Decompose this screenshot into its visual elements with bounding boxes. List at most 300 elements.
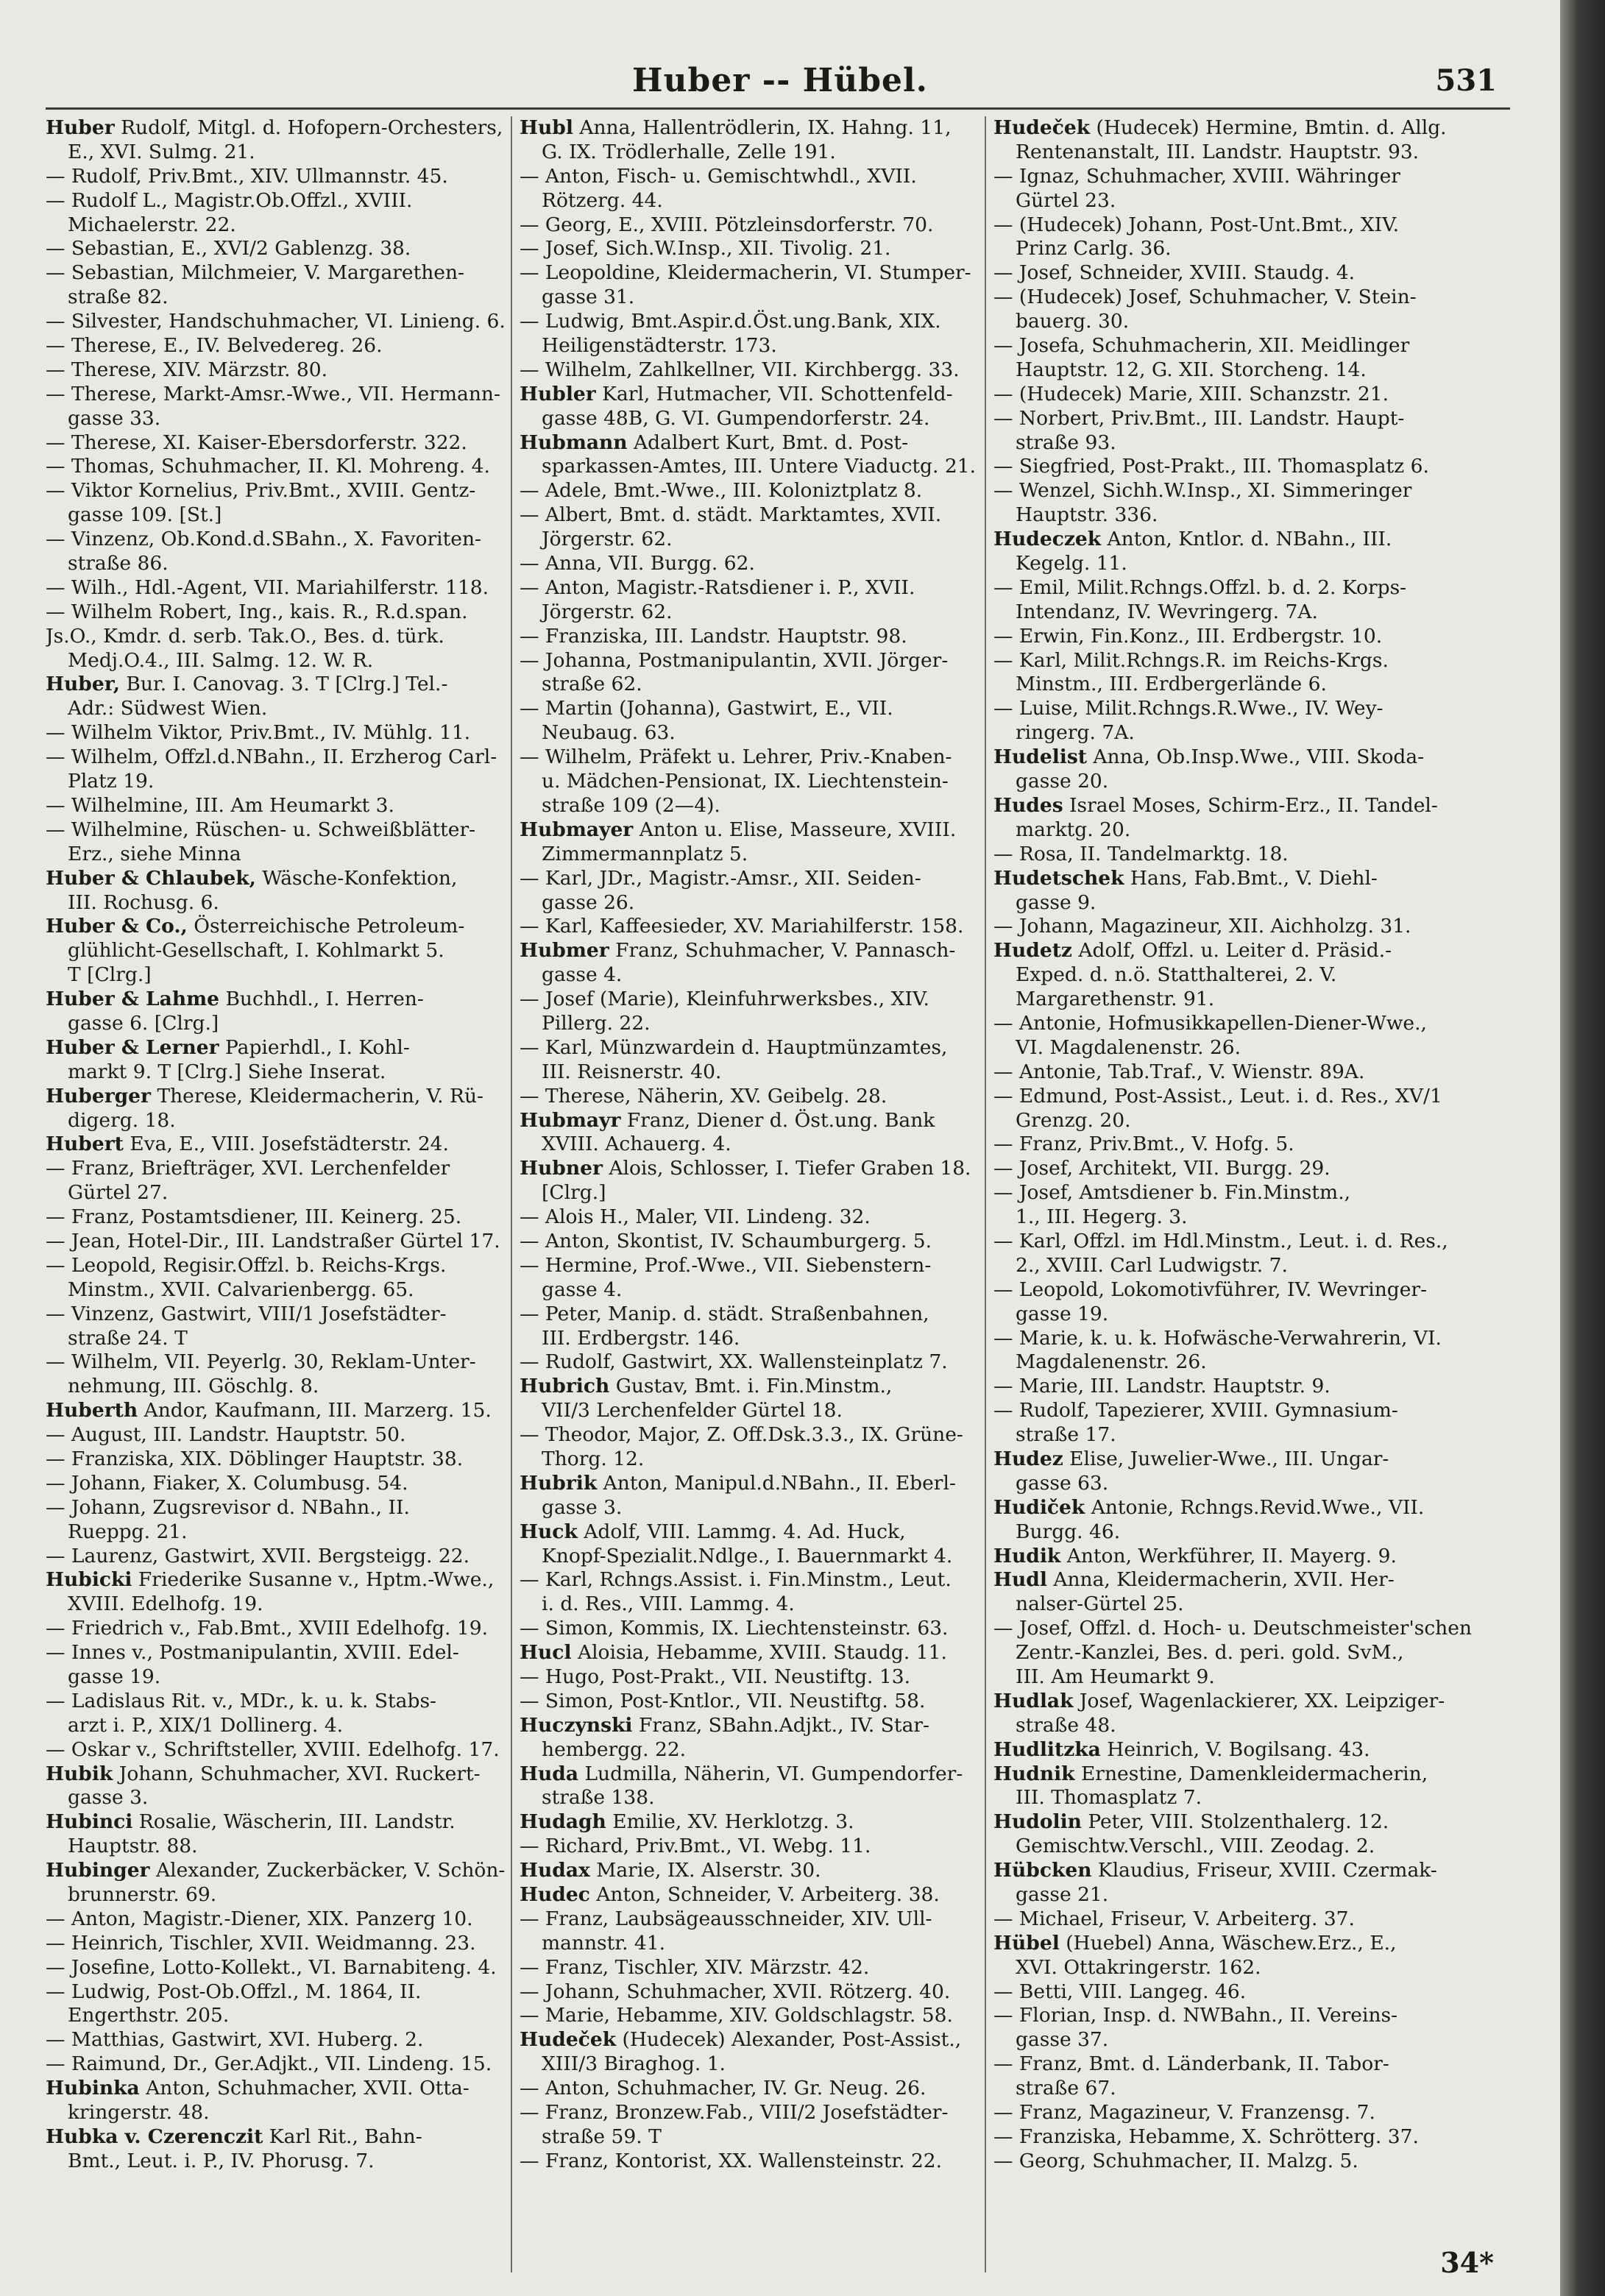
- entry-text: — Hugo, Post-Prakt., VII. Neustiftg. 13.: [520, 1665, 911, 1688]
- entry-line: [993, 843, 1475, 867]
- entry-text: III. Erdbergstr. 146.: [542, 1326, 740, 1350]
- entry-text: (Hudecek) Hermine, Bmtin. d. Allg.: [1090, 116, 1447, 139]
- entry-line: [520, 963, 1002, 988]
- entry-line: [46, 383, 528, 407]
- entry-text: Antonie, Rchngs.Revid.Wwe., VII.: [1085, 1495, 1425, 1519]
- entry-text: mannstr. 41.: [542, 1931, 666, 1955]
- entry-surname: Hudagh: [520, 1810, 606, 1834]
- entry-text: Israel Moses, Schirm-Erz., II. Tandel-: [1063, 793, 1438, 817]
- entry-line: [993, 2052, 1475, 2077]
- entry-text: — Franziska, III. Landstr. Hauptstr. 98.: [520, 624, 907, 648]
- entry-text: — Georg, Schuhmacher, II. Malzg. 5.: [993, 2149, 1358, 2172]
- entry-line: [46, 2052, 528, 2077]
- entry-text: Hauptstr. 336.: [1016, 503, 1158, 527]
- entry-column-1: [46, 116, 528, 2174]
- entry-text: Platz 19.: [68, 770, 155, 793]
- entry-line: [46, 673, 528, 697]
- entry-text: — Marie, k. u. k. Hofwäsche-Verwahrerin, VI.: [993, 1326, 1442, 1350]
- entry-line: [46, 1012, 528, 1036]
- entry-line: [46, 1060, 528, 1085]
- entry-line: [993, 1592, 1475, 1617]
- entry-line: [46, 1907, 528, 1932]
- entry-text: marktg. 20.: [1016, 818, 1131, 841]
- entry-line: [46, 1592, 528, 1617]
- entry-text: Alexander, Zuckerbäcker, V. Schön-: [149, 1859, 506, 1882]
- entry-text: gasse 20.: [1016, 770, 1109, 793]
- entry-line: [520, 1448, 1002, 1472]
- entry-surname: Hudeček: [993, 116, 1091, 139]
- entry-line: [520, 2101, 1002, 2125]
- entry-text: — Rudolf, Priv.Bmt., XIV. Ullmannstr. 45.: [46, 164, 448, 188]
- entry-text: — Josef, Sich.W.Insp., XII. Tivolig. 21.: [520, 237, 891, 261]
- entry-text: XVIII. Edelhofg. 19.: [68, 1592, 263, 1616]
- entry-line: [46, 1181, 528, 1205]
- entry-line: [993, 528, 1475, 552]
- entry-text: — Karl, Rchngs.Assist. i. Fin.Minstm., Leut.: [520, 1568, 952, 1592]
- entry-text: Neubaug. 63.: [542, 721, 676, 745]
- entry-line: [993, 1350, 1475, 1375]
- entry-text: Js.O., Kmdr. d. serb. Tak.O., Bes. d. türk.: [46, 624, 444, 648]
- entry-text: Adolf, Offzl. u. Leiter d. Präsid.-: [1071, 939, 1392, 963]
- entry-text: Hans, Fab.Bmt., V. Diehl-: [1124, 866, 1378, 890]
- entry-text: — Anton, Magistr.-Ratsdiener i. P., XVII.: [520, 575, 915, 599]
- entry-line: [520, 165, 1002, 189]
- entry-text: VII/3 Lerchenfelder Gürtel 18.: [542, 1399, 843, 1422]
- entry-line: [46, 141, 528, 165]
- entry-line: [46, 1230, 528, 1254]
- entry-text: — Raimund, Dr., Ger.Adjkt., VII. Lindeng. 15.: [46, 2052, 492, 2076]
- entry-line: [46, 1423, 528, 1448]
- entry-text: Kegelg. 11.: [1016, 552, 1127, 575]
- entry-line: [520, 2028, 1002, 2052]
- entry-line: [520, 1109, 1002, 1133]
- entry-surname: Huber,: [46, 673, 120, 696]
- entry-text: — Franz, Briefträger, XVI. Lerchenfelder: [46, 1157, 450, 1180]
- entry-line: [993, 939, 1475, 963]
- entry-line: [520, 2052, 1002, 2077]
- entry-line: [520, 1012, 1002, 1036]
- column-divider: [511, 116, 512, 2272]
- entry-line: [993, 310, 1475, 334]
- entry-line: [46, 310, 528, 334]
- entry-line: [993, 963, 1475, 988]
- entry-surname: Hudolin: [993, 1810, 1082, 1834]
- entry-line: [520, 1278, 1002, 1303]
- entry-text: Andor, Kaufmann, III. Marzerg. 15.: [138, 1399, 492, 1422]
- entry-line: [993, 165, 1475, 189]
- entry-surname: Hubler: [520, 382, 596, 405]
- entry-text: Aloisia, Hebamme, XVIII. Staudg. 11.: [571, 1641, 947, 1665]
- entry-line: [520, 1085, 1002, 1109]
- entry-text: Medj.O.4., III. Salmg. 12. W. R.: [68, 648, 374, 672]
- entry-surname: Hübel: [993, 1931, 1060, 1955]
- entry-line: [520, 1181, 1002, 1205]
- entry-text: — Innes v., Postmanipulantin, XVIII. Edel-: [46, 1641, 459, 1665]
- entry-line: [46, 1859, 528, 1883]
- entry-line: [520, 1980, 1002, 2005]
- entry-line: [520, 576, 1002, 600]
- entry-surname: Hubik: [46, 1762, 113, 1785]
- entry-line: [993, 576, 1475, 600]
- entry-line: [520, 310, 1002, 334]
- entry-text: gasse 31.: [542, 286, 635, 309]
- entry-text: — Michael, Friseur, V. Arbeiterg. 37.: [993, 1907, 1355, 1930]
- entry-text: T [Clrg.]: [68, 963, 152, 987]
- entry-text: E., XVI. Sulmg. 21.: [68, 140, 255, 163]
- entry-line: [993, 431, 1475, 456]
- page-edge-shadow: [1560, 0, 1605, 2296]
- entry-text: — Franz, Tischler, XIV. Märzstr. 42.: [520, 1955, 870, 1979]
- entry-line: [46, 1714, 528, 1738]
- entry-line: [993, 2101, 1475, 2125]
- entry-line: [993, 1230, 1475, 1254]
- entry-text: — Wilhelmine, Rüschen- u. Schweißblätter-: [46, 818, 476, 841]
- entry-text: straße 62.: [542, 673, 642, 696]
- entry-text: Franz, Diener d. Öst.ung. Bank: [620, 1108, 935, 1132]
- entry-text: Engerthstr. 205.: [68, 2004, 230, 2027]
- entry-surname: Hudax: [520, 1859, 590, 1882]
- entry-line: [993, 2028, 1475, 2052]
- entry-text: Rudolf, Mitgl. d. Hofopern-Orchesters,: [114, 116, 503, 139]
- entry-text: — Karl, JDr., Magistr.-Amsr., XII. Seiden-: [520, 866, 921, 890]
- entry-line: [520, 1786, 1002, 1810]
- entry-text: — Ludwig, Bmt.Aspir.d.Öst.ung.Bank, XIX.: [520, 310, 941, 333]
- entry-line: [520, 745, 1002, 770]
- entry-line: [46, 625, 528, 649]
- entry-text: Gürtel 23.: [1016, 188, 1116, 212]
- entry-line: [520, 867, 1002, 891]
- entry-text: — (Hudecek) Josef, Schuhmacher, V. Stein-: [993, 286, 1417, 309]
- entry-text: — Johanna, Postmanipulantin, XVII. Jörger-: [520, 648, 949, 672]
- entry-text: — Leopold, Regisir.Offzl. b. Reichs-Krgs.: [46, 1253, 447, 1277]
- entry-line: [46, 915, 528, 939]
- entry-line: [993, 915, 1475, 939]
- entry-text: Anton, Manipul.d.NBahn., II. Eberl-: [597, 1471, 956, 1495]
- entry-text: — Anton, Schuhmacher, IV. Gr. Neug. 26.: [520, 2077, 926, 2100]
- entry-text: — Franz, Priv.Bmt., V. Hofg. 5.: [993, 1133, 1294, 1156]
- entry-line: [520, 1932, 1002, 1956]
- entry-text: Heiligenstädterstr. 173.: [542, 334, 777, 358]
- entry-line: [46, 165, 528, 189]
- entry-line: [520, 1835, 1002, 1859]
- entry-line: [993, 213, 1475, 238]
- entry-text: kringerstr. 48.: [68, 2101, 210, 2125]
- entry-text: — Jean, Hotel-Dir., III. Landstraßer Gürtel 17.: [46, 1229, 500, 1252]
- entry-text: markt 9. T [Clrg.] Siehe Inserat.: [68, 1060, 386, 1083]
- entry-text: nalser-Gürtel 25.: [1016, 1592, 1184, 1616]
- entry-line: [993, 1060, 1475, 1085]
- entry-text: — Wilhelm, Präfekt u. Lehrer, Priv.-Knaben-: [520, 745, 952, 769]
- entry-text: hembergg. 22.: [542, 1737, 687, 1761]
- entry-line: [520, 455, 1002, 479]
- entry-text: Wäsche-Konfektion,: [255, 866, 458, 890]
- entry-text: nehmung, III. Göschlg. 8.: [68, 1375, 319, 1398]
- entry-line: [993, 1133, 1475, 1157]
- entry-line: [520, 1956, 1002, 1980]
- entry-text: Erz., siehe Minna: [68, 842, 241, 865]
- entry-text: arzt i. P., XIX/1 Dollinerg. 4.: [68, 1713, 344, 1737]
- entry-text: Eva, E., VIII. Josefstädterstr. 24.: [123, 1133, 449, 1156]
- entry-text: Jörgerstr. 62.: [542, 600, 673, 623]
- entry-text: — Ignaz, Schuhmacher, XVIII. Währinger: [993, 164, 1400, 188]
- entry-text: straße 82.: [68, 286, 169, 309]
- entry-text: — Silvester, Handschuhmacher, VI. Linieng. 6.: [46, 310, 506, 333]
- entry-surname: Hucl: [520, 1641, 572, 1665]
- entry-text: — Leopold, Lokomotivführer, IV. Wevringer-: [993, 1278, 1428, 1301]
- entry-line: [993, 1980, 1475, 2005]
- entry-line: [520, 1592, 1002, 1617]
- entry-line: [520, 600, 1002, 625]
- entry-line: [46, 503, 528, 528]
- entry-line: [993, 625, 1475, 649]
- entry-line: [993, 721, 1475, 745]
- entry-text: — Karl, Milit.Rchngs.R. im Reichs-Krgs.: [993, 648, 1389, 672]
- entry-line: [520, 1036, 1002, 1060]
- entry-text: Magdalenenstr. 26.: [1016, 1350, 1207, 1374]
- entry-surname: Huberth: [46, 1399, 138, 1422]
- page-header: [0, 62, 1560, 113]
- entry-text: — Franz, Laubsägeausschneider, XIV. Ull-: [520, 1907, 932, 1930]
- entry-line: [993, 1254, 1475, 1278]
- page-number: 531: [1435, 63, 1497, 98]
- entry-line: [520, 383, 1002, 407]
- entry-surname: Huczynski: [520, 1713, 633, 1737]
- entry-line: [520, 1665, 1002, 1690]
- entry-text: Prinz Carlg. 36.: [1016, 237, 1172, 261]
- entry-line: [46, 1036, 528, 1060]
- entry-line: [993, 1932, 1475, 1956]
- entry-line: [993, 286, 1475, 310]
- entry-text: — Wilhelm, VII. Peyerlg. 30, Reklam-Unter-: [46, 1350, 476, 1374]
- entry-line: [993, 1835, 1475, 1859]
- entry-text: Papierhdl., I. Kohl-: [219, 1035, 410, 1059]
- entry-text: gasse 3.: [542, 1495, 623, 1519]
- entry-surname: Hubmayer: [520, 818, 634, 841]
- entry-text: — Betti, VIII. Langeg. 46.: [993, 1980, 1247, 2003]
- entry-line: [993, 1303, 1475, 1327]
- entry-surname: Hubinger: [46, 1859, 150, 1882]
- entry-text: gasse 4.: [542, 963, 623, 987]
- entry-line: [520, 625, 1002, 649]
- entry-text: Rötzerg. 44.: [542, 188, 663, 212]
- entry-line: [46, 431, 528, 456]
- entry-text: — Franz, Magazineur, V. Franzensg. 7.: [993, 2101, 1375, 2125]
- entry-line: [520, 1205, 1002, 1230]
- entry-line: [46, 1545, 528, 1569]
- entry-text: — Peter, Manip. d. städt. Straßenbahnen,: [520, 1302, 929, 1325]
- entry-text: straße 59. T: [542, 2125, 662, 2148]
- entry-text: — Albert, Bmt. d. städt. Marktamtes, XVII.: [520, 503, 942, 527]
- entry-text: (Hudecek) Alexander, Post-Assist.,: [616, 2028, 962, 2052]
- entry-text: Buchhdl., I. Herren-: [219, 988, 424, 1011]
- entry-line: [520, 1157, 1002, 1181]
- entry-column-3: [993, 116, 1475, 2174]
- entry-line: [520, 1133, 1002, 1157]
- entry-text: — Matthias, Gastwirt, XVI. Huberg. 2.: [46, 2028, 424, 2052]
- entry-line: [993, 455, 1475, 479]
- entry-text: — Josef, Amtsdiener b. Fin.Minstm.,: [993, 1181, 1351, 1205]
- entry-surname: Hudlak: [993, 1689, 1074, 1712]
- entry-text: — Anton, Skontist, IV. Schaumburgerg. 5.: [520, 1229, 932, 1252]
- entry-text: Gustav, Bmt. i. Fin.Minstm.,: [609, 1375, 893, 1398]
- entry-text: — Josefa, Schuhmacherin, XII. Meidlinger: [993, 334, 1410, 358]
- entry-surname: Hudl: [993, 1568, 1047, 1592]
- entry-line: [993, 1423, 1475, 1448]
- entry-line: [993, 1956, 1475, 1980]
- entry-line: [993, 1327, 1475, 1351]
- entry-line: [993, 745, 1475, 770]
- entry-line: [46, 2125, 528, 2150]
- entry-line: [520, 1738, 1002, 1762]
- entry-line: [46, 1617, 528, 1641]
- entry-text: Klaudius, Friseur, XVIII. Czermak-: [1091, 1859, 1437, 1882]
- entry-line: [520, 261, 1002, 286]
- entry-text: — Johann, Zugsrevisor d. NBahn., II.: [46, 1495, 410, 1519]
- entry-text: — Franziska, XIX. Döblinger Hauptstr. 38.: [46, 1447, 464, 1470]
- entry-text: — Rudolf, Gastwirt, XX. Wallensteinplatz 7.: [520, 1350, 948, 1374]
- entry-text: G. IX. Trödlerhalle, Zelle 191.: [542, 140, 836, 163]
- entry-line: [993, 1738, 1475, 1762]
- entry-line: [993, 141, 1475, 165]
- entry-line: [993, 407, 1475, 431]
- entry-line: [46, 963, 528, 988]
- entry-line: [520, 1375, 1002, 1399]
- entry-line: [46, 939, 528, 963]
- entry-text: — Therese, XI. Kaiser-Ebersdorferstr. 322.: [46, 431, 467, 454]
- entry-line: [520, 1545, 1002, 1569]
- entry-text: — Ludwig, Post-Ob.Offzl., M. 1864, II.: [46, 1980, 422, 2003]
- entry-text: — Erwin, Fin.Konz., III. Erdbergstr. 10.: [993, 624, 1383, 648]
- entry-text: VI. Magdalenenstr. 26.: [1016, 1035, 1241, 1059]
- entry-text: — Franz, Kontorist, XX. Wallensteinstr. 22.: [520, 2149, 943, 2172]
- entry-line: [46, 576, 528, 600]
- entry-text: Franz, SBahn.Adjkt., IV. Star-: [632, 1713, 929, 1737]
- entry-line: [46, 721, 528, 745]
- entry-text: — Wilhelm Viktor, Priv.Bmt., IV. Mühlg. 11.: [46, 721, 471, 745]
- entry-text: Intendanz, IV. Wevringerg. 7A.: [1016, 600, 1318, 623]
- entry-text: — Wilhelm, Offzl.d.NBahn., II. Erzherog Carl-: [46, 745, 497, 769]
- entry-line: [993, 1472, 1475, 1496]
- entry-line: [46, 1932, 528, 1956]
- entry-text: — Rosa, II. Tandelmarktg. 18.: [993, 842, 1289, 865]
- entry-text: — Luise, Milit.Rchngs.R.Wwe., IV. Wey-: [993, 697, 1383, 720]
- entry-text: III. Reisnerstr. 40.: [542, 1060, 722, 1083]
- running-head: Huber -- Hübel.: [631, 62, 929, 99]
- entry-text: straße 138.: [542, 1786, 655, 1810]
- entry-line: [46, 1133, 528, 1157]
- entry-line: [46, 1786, 528, 1810]
- entry-line: [46, 286, 528, 310]
- entry-line: [46, 818, 528, 843]
- entry-text: — Oskar v., Schriftsteller, XVIII. Edelhofg. 17.: [46, 1737, 500, 1761]
- entry-line: [46, 1665, 528, 1690]
- entry-text: — Siegfried, Post-Prakt., III. Thomasplatz 6.: [993, 455, 1429, 478]
- entry-line: [520, 1230, 1002, 1254]
- entry-text: Hauptstr. 12, G. XII. Storcheng. 14.: [1016, 358, 1367, 381]
- entry-text: — Simon, Post-Kntlor., VII. Neustiftg. 58.: [520, 1689, 926, 1712]
- entry-line: [520, 1762, 1002, 1787]
- entry-line: [520, 407, 1002, 431]
- entry-line: [993, 818, 1475, 843]
- entry-text: Adalbert Kurt, Bmt. d. Post-: [627, 431, 909, 454]
- entry-text: — Laurenz, Gastwirt, XVII. Bergsteigg. 22.: [46, 1544, 470, 1567]
- entry-text: III. Am Heumarkt 9.: [1016, 1665, 1215, 1688]
- entry-surname: Hudik: [993, 1544, 1061, 1567]
- entry-text: Pillerg. 22.: [542, 1011, 651, 1035]
- entry-line: [46, 1762, 528, 1787]
- entry-text: — Franz, Bmt. d. Länderbank, II. Tabor-: [993, 2052, 1389, 2076]
- entry-line: [993, 1181, 1475, 1205]
- entry-line: [46, 1980, 528, 2005]
- entry-line: [520, 794, 1002, 818]
- entry-line: [993, 673, 1475, 697]
- entry-line: [520, 843, 1002, 867]
- entry-text: Minstm., III. Erdbergerlände 6.: [1016, 673, 1327, 696]
- entry-surname: Hubner: [520, 1157, 603, 1180]
- entry-text: Johann, Schuhmacher, XVI. Ruckert-: [113, 1762, 481, 1785]
- entry-surname: Hubinci: [46, 1810, 133, 1834]
- entry-line: [46, 1835, 528, 1859]
- entry-line: [520, 1810, 1002, 1835]
- entry-text: straße 93.: [1016, 431, 1116, 454]
- entry-text: — Franz, Postamtsdiener, III. Keinerg. 25.: [46, 1205, 462, 1229]
- entry-text: — Antonie, Hofmusikkapellen-Diener-Wwe.,: [993, 1011, 1427, 1035]
- entry-line: [46, 1350, 528, 1375]
- entry-surname: Hudlitzka: [993, 1737, 1101, 1761]
- entry-line: [993, 1714, 1475, 1738]
- entry-text: — Ladislaus Rit. v., MDr., k. u. k. Stabs-: [46, 1689, 436, 1712]
- entry-text: — Karl, Kaffeesieder, XV. Mariahilferstr. 158.: [520, 915, 964, 938]
- entry-text: gasse 4.: [542, 1278, 623, 1301]
- entry-surname: Huber & Chlaubek,: [46, 866, 256, 890]
- entry-text: — Simon, Kommis, IX. Liechtensteinstr. 63.: [520, 1617, 949, 1640]
- entry-text: ringerg. 7A.: [1016, 721, 1135, 745]
- entry-line: [520, 1907, 1002, 1932]
- entry-line: [993, 552, 1475, 576]
- header-rule: [46, 107, 1510, 110]
- entry-text: (Huebel) Anna, Wäschew.Erz., E.,: [1059, 1931, 1397, 1955]
- entry-line: [993, 1036, 1475, 1060]
- entry-text: — Leopoldine, Kleidermacherin, VI. Stumper-: [520, 261, 971, 285]
- entry-text: — Marie, Hebamme, XIV. Goldschlagstr. 58.: [520, 2004, 953, 2027]
- entry-surname: Huberger: [46, 1084, 152, 1108]
- entry-column-2: [520, 116, 1002, 2174]
- entry-line: [520, 358, 1002, 383]
- entry-text: Anna, Kleidermacherin, XVII. Her-: [1046, 1568, 1395, 1592]
- entry-text: — Therese, XIV. Märzstr. 80.: [46, 358, 328, 381]
- entry-text: — (Hudecek) Marie, XIII. Schanzstr. 21.: [993, 382, 1389, 405]
- entry-line: [993, 649, 1475, 673]
- entry-line: [46, 455, 528, 479]
- entry-line: [520, 116, 1002, 141]
- entry-text: gasse 19.: [1016, 1302, 1109, 1325]
- entry-text: Rosalie, Wäscherin, III. Landstr.: [132, 1810, 456, 1834]
- entry-line: [993, 1859, 1475, 1883]
- entry-text: — Franziska, Hebamme, X. Schrötterg. 37.: [993, 2125, 1419, 2148]
- entry-line: [993, 1399, 1475, 1423]
- entry-text: Peter, VIII. Stolzenthalerg. 12.: [1081, 1810, 1389, 1834]
- entry-text: Gürtel 27.: [68, 1181, 169, 1205]
- entry-line: [46, 116, 528, 141]
- entry-line: [520, 237, 1002, 261]
- entry-line: [993, 358, 1475, 383]
- entry-line: [993, 1205, 1475, 1230]
- entry-line: [520, 189, 1002, 213]
- entry-text: — Franz, Bronzew.Fab., VIII/2 Josefstädter-: [520, 2101, 949, 2125]
- entry-text: Ludmilla, Näherin, VI. Gumpendorfer-: [578, 1762, 963, 1785]
- entry-text: straße 17.: [1016, 1423, 1116, 1447]
- entry-line: [46, 1496, 528, 1520]
